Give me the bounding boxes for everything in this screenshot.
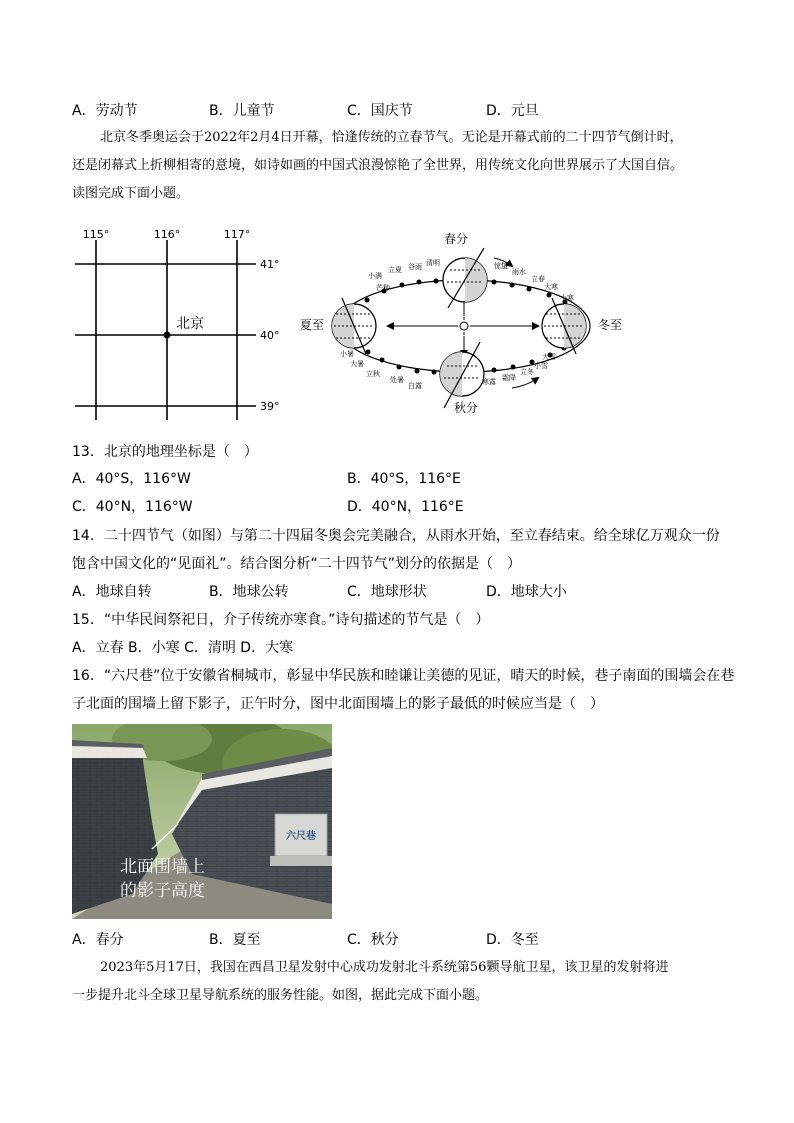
term-xiaoman: 小满 <box>368 272 382 280</box>
intro1-line-1: 北京冬季奥运会于2022年2月4日开幕，恰逢传统的立春节气。无论是开幕式前的二十四节气倒计时， <box>100 130 683 145</box>
earth-summer-solstice <box>332 298 376 354</box>
beijing-city-dot <box>164 332 171 339</box>
term-dashu: 大暑 <box>350 360 364 368</box>
term-mangzhong: 芒种 <box>376 284 390 292</box>
q15-stem: 15．“中华民间祭祀日，介子传统亦寒食。”诗句描述的节气是（ ） <box>72 612 490 628</box>
label-autumn-equinox: 秋分 <box>453 401 479 415</box>
term-bailu: 白露 <box>408 382 422 390</box>
photo-caption-line-1: 北面围墙上 <box>120 857 205 877</box>
q13-option-b: B．40°S，116°E <box>347 471 461 487</box>
label-spring-equinox: 春分 <box>443 232 469 246</box>
term-xiaohan: 小寒 <box>560 294 574 302</box>
q13-option-c: C．40°N，116°W <box>72 499 193 515</box>
q16-stem-line-2: 子北面的围墙上留下影子，正午时分，图中北面围墙上的影子最低的时候应当是（ ） <box>72 696 604 712</box>
q14-option-d: D．地球大小 <box>486 584 567 600</box>
liuchixiang-alley-photo <box>72 724 332 919</box>
term-guyu: 谷雨 <box>408 263 422 271</box>
earth-winter-solstice <box>542 298 586 354</box>
lon-label-115: 115° <box>82 228 110 241</box>
q12-option-a: A．劳动节 <box>72 103 138 119</box>
q14-option-c: C．地球形状 <box>347 584 427 600</box>
photo-caption-line-2: 的影子高度 <box>120 881 205 901</box>
q13-option-d: D．40°N，116°E <box>347 499 464 515</box>
term-jingzhe: 惊蛰 <box>494 262 508 270</box>
q16-option-b: B．夏至 <box>209 932 261 948</box>
q12-option-c: C．国庆节 <box>347 103 413 119</box>
beijing-grid-map <box>70 226 290 421</box>
q14-option-b: B．地球公转 <box>209 584 289 600</box>
term-daxue: 大雪 <box>542 353 556 361</box>
term-qingming: 清明 <box>426 259 440 267</box>
q12-option-d: D．元旦 <box>486 103 539 119</box>
term-liqiu: 立秋 <box>366 370 380 378</box>
beijing-city-label: 北京 <box>176 316 204 332</box>
term-lidong: 立冬 <box>520 368 534 376</box>
intro-paragraph-2 <box>72 954 722 1010</box>
lon-label-116: 116° <box>153 228 181 241</box>
intro1-line-3: 读图完成下面小题。 <box>72 186 190 201</box>
term-lixia: 立夏 <box>388 266 402 274</box>
label-winter-solstice: 冬至 <box>597 318 623 332</box>
term-lichun: 立春 <box>531 275 545 283</box>
alley-sign-text: 六尺巷 <box>286 831 316 842</box>
intro-paragraph-1 <box>72 124 722 208</box>
intro2-line-1: 2023年5月17日，我国在西昌卫星发射中心成功发射北斗系统第56颗导航卫星，该卫星的发射将进 <box>100 960 669 975</box>
q12-option-b: B．儿童节 <box>209 103 275 119</box>
lat-label-41: 41° <box>260 258 280 271</box>
lon-label-117: 117° <box>223 228 251 241</box>
sun-icon <box>455 317 473 335</box>
q16-option-a: A．春分 <box>72 932 124 948</box>
term-shuangjiang: 霜降 <box>502 374 516 382</box>
q13-stem: 13．北京的地理坐标是（ ） <box>72 444 258 460</box>
q13-option-a: A．40°S，116°W <box>72 471 191 487</box>
solar-terms-orbit-diagram <box>298 228 628 418</box>
term-xiaoxue: 小雪 <box>534 362 548 370</box>
q15-options: A．立春 B．小寒 C．清明 D．大寒 <box>72 640 294 656</box>
q16-option-d: D．冬至 <box>486 932 539 948</box>
q14-stem-line-2: 饱含中国文化的“见面礼”。结合图分析“二十四节气”划分的依据是（ ） <box>72 556 522 572</box>
q14-option-a: A．地球自转 <box>72 584 152 600</box>
earth-autumn-equinox <box>440 342 484 408</box>
intro2-line-2: 一步提升北斗全球卫星导航系统的服务性能。如图，据此完成下面小题。 <box>72 988 489 1003</box>
label-summer-solstice: 夏至 <box>299 318 325 332</box>
intro1-line-2: 还是闭幕式上折柳相寄的意境，如诗如画的中国式浪漫惊艳了全世界，用传统文化向世界展示了大国自信。 <box>72 158 684 173</box>
q16-stem-line-1: 16．“六尺巷”位于安徽省桐城市，彰显中华民族和睦谦让美德的见证，晴天的时候，巷子南面的围墙会在巷 <box>72 668 735 684</box>
q14-stem-line-1: 14．二十四节气（如图）与第二十四届冬奥会完美融合，从雨水开始，至立春结束。给全球亿万观众一份 <box>72 528 720 544</box>
q16-option-c: C．秋分 <box>347 932 399 948</box>
earth-spring-equinox <box>443 248 487 308</box>
lat-label-40: 40° <box>260 329 280 342</box>
term-xiaoshu: 小暑 <box>340 350 354 358</box>
term-dahan: 大寒 <box>544 283 558 291</box>
term-hanlu: 寒露 <box>482 378 496 386</box>
term-yushui: 雨水 <box>512 268 526 276</box>
lat-label-39: 39° <box>260 400 280 413</box>
term-chushu: 处暑 <box>390 376 404 384</box>
